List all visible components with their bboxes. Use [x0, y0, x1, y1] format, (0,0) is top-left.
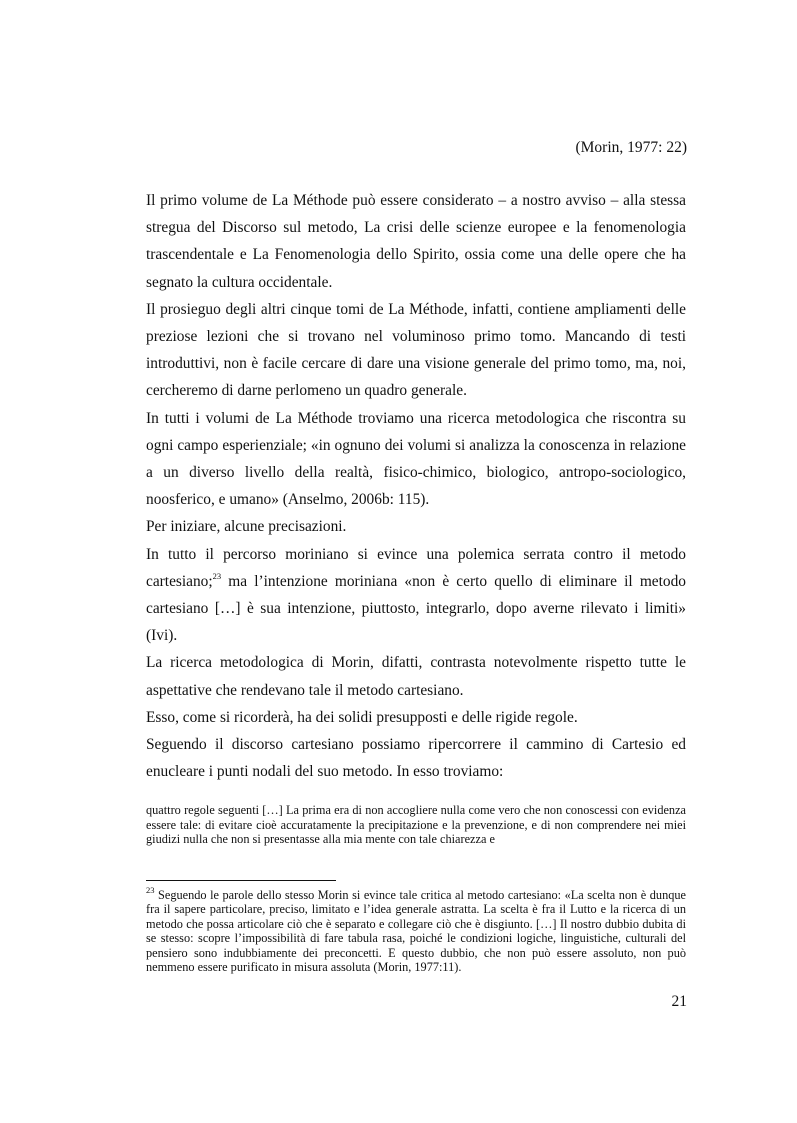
footnote-reference[interactable]: 23	[212, 570, 222, 581]
main-text	[146, 187, 686, 785]
paragraph-8: Seguendo il discorso cartesiano possiamo ripercorrere il cammino di Cartesio ed enucleare i punti nodali del suo metodo. In esso troviamo:	[146, 736, 686, 781]
paragraph-5	[146, 541, 686, 650]
page-number: 21	[671, 993, 687, 1010]
footnote-separator	[146, 880, 336, 881]
paragraph-5-end: ma l’intenzione moriniana «non è certo quello di eliminare il metodo cartesiano […] è sua intenzione, piuttosto, integrarlo, dopo averne rilevato i limiti» (Ivi).	[146, 572, 686, 645]
footnote-text: Seguendo le parole dello stesso Morin si evince tale critica al metodo cartesiano: «La scelta non è dunque fra il sapere particolare, preciso, limitato e l’idea generale astratta. La scelta è fra il Lutto e la ricerca di un metodo che possa articolare ciò che è separato e collegare ciò che è disgiunto. […] Il nostro dubbio dubita di se stesso: scopre l’impossibilità di fare tabula rasa, poiché le condizioni logiche, linguistiche, culturali del pensiero sono indubbiamente dei preconcetti. E questo dubbio, che non può essere assoluto, non può nemmeno essere purificato in misura assoluta (Morin, 1977:11).	[146, 888, 686, 975]
paragraph-4: Per iniziare, alcune precisazioni.	[146, 518, 347, 536]
paragraph-3: In tutti i volumi de La Méthode troviamo una ricerca metodologica che riscontra su ogni campo esperienziale; «in ognuno dei volumi si analizza la conoscenza in relazione a un diverso livello della realtà, fisico-chimico, biologico, antropo-sociologico, noosferico, e umano» (Anselmo, 2006b: 115).	[146, 409, 686, 509]
paragraph-6: La ricerca metodologica di Morin, difatti, contrasta notevolmente rispetto tutte le aspettative che rendevano tale il metodo cartesiano.	[146, 654, 686, 699]
block-quote: quattro regole seguenti […] La prima era di non accogliere nulla come vero che non conoscessi con evidenza essere tale: di evitare cioè accuratamente la precipitazione e la prevenzione, e di non comprendere nei miei giudizi nulla che non si presentasse alla mia mente con tale chiarezza e	[146, 803, 686, 846]
paragraph-7: Esso, come si ricorderà, ha dei solidi presupposti e delle rigide regole.	[146, 708, 578, 726]
paragraph-5-start: In tutto il percorso moriniano si evince una polemica serrata contro il metodo cartesiano;	[146, 545, 686, 590]
footnote	[146, 884, 686, 975]
paragraph-2: Il prosieguo degli altri cinque tomi de La Méthode, infatti, contiene ampliamenti delle preziose lezioni che si trovano nel voluminoso primo tomo. Mancando di testi introduttivi, non è facile cercare di dare una visione generale del primo tomo, ma, noi, cercheremo di darne perlomeno un quadro generale.	[146, 300, 686, 400]
paragraph-1: Il primo volume de La Méthode può essere considerato – a nostro avviso – alla stessa stregua del Discorso sul metodo, La crisi delle scienze europee e la fenomenologia trascendentale e La Fenomenologia dello Spirito, ossia come una delle opere che ha segnato la cultura occidentale.	[146, 192, 686, 291]
citation-reference: (Morin, 1977: 22)	[575, 139, 687, 156]
footnote-number: 23	[146, 884, 155, 895]
